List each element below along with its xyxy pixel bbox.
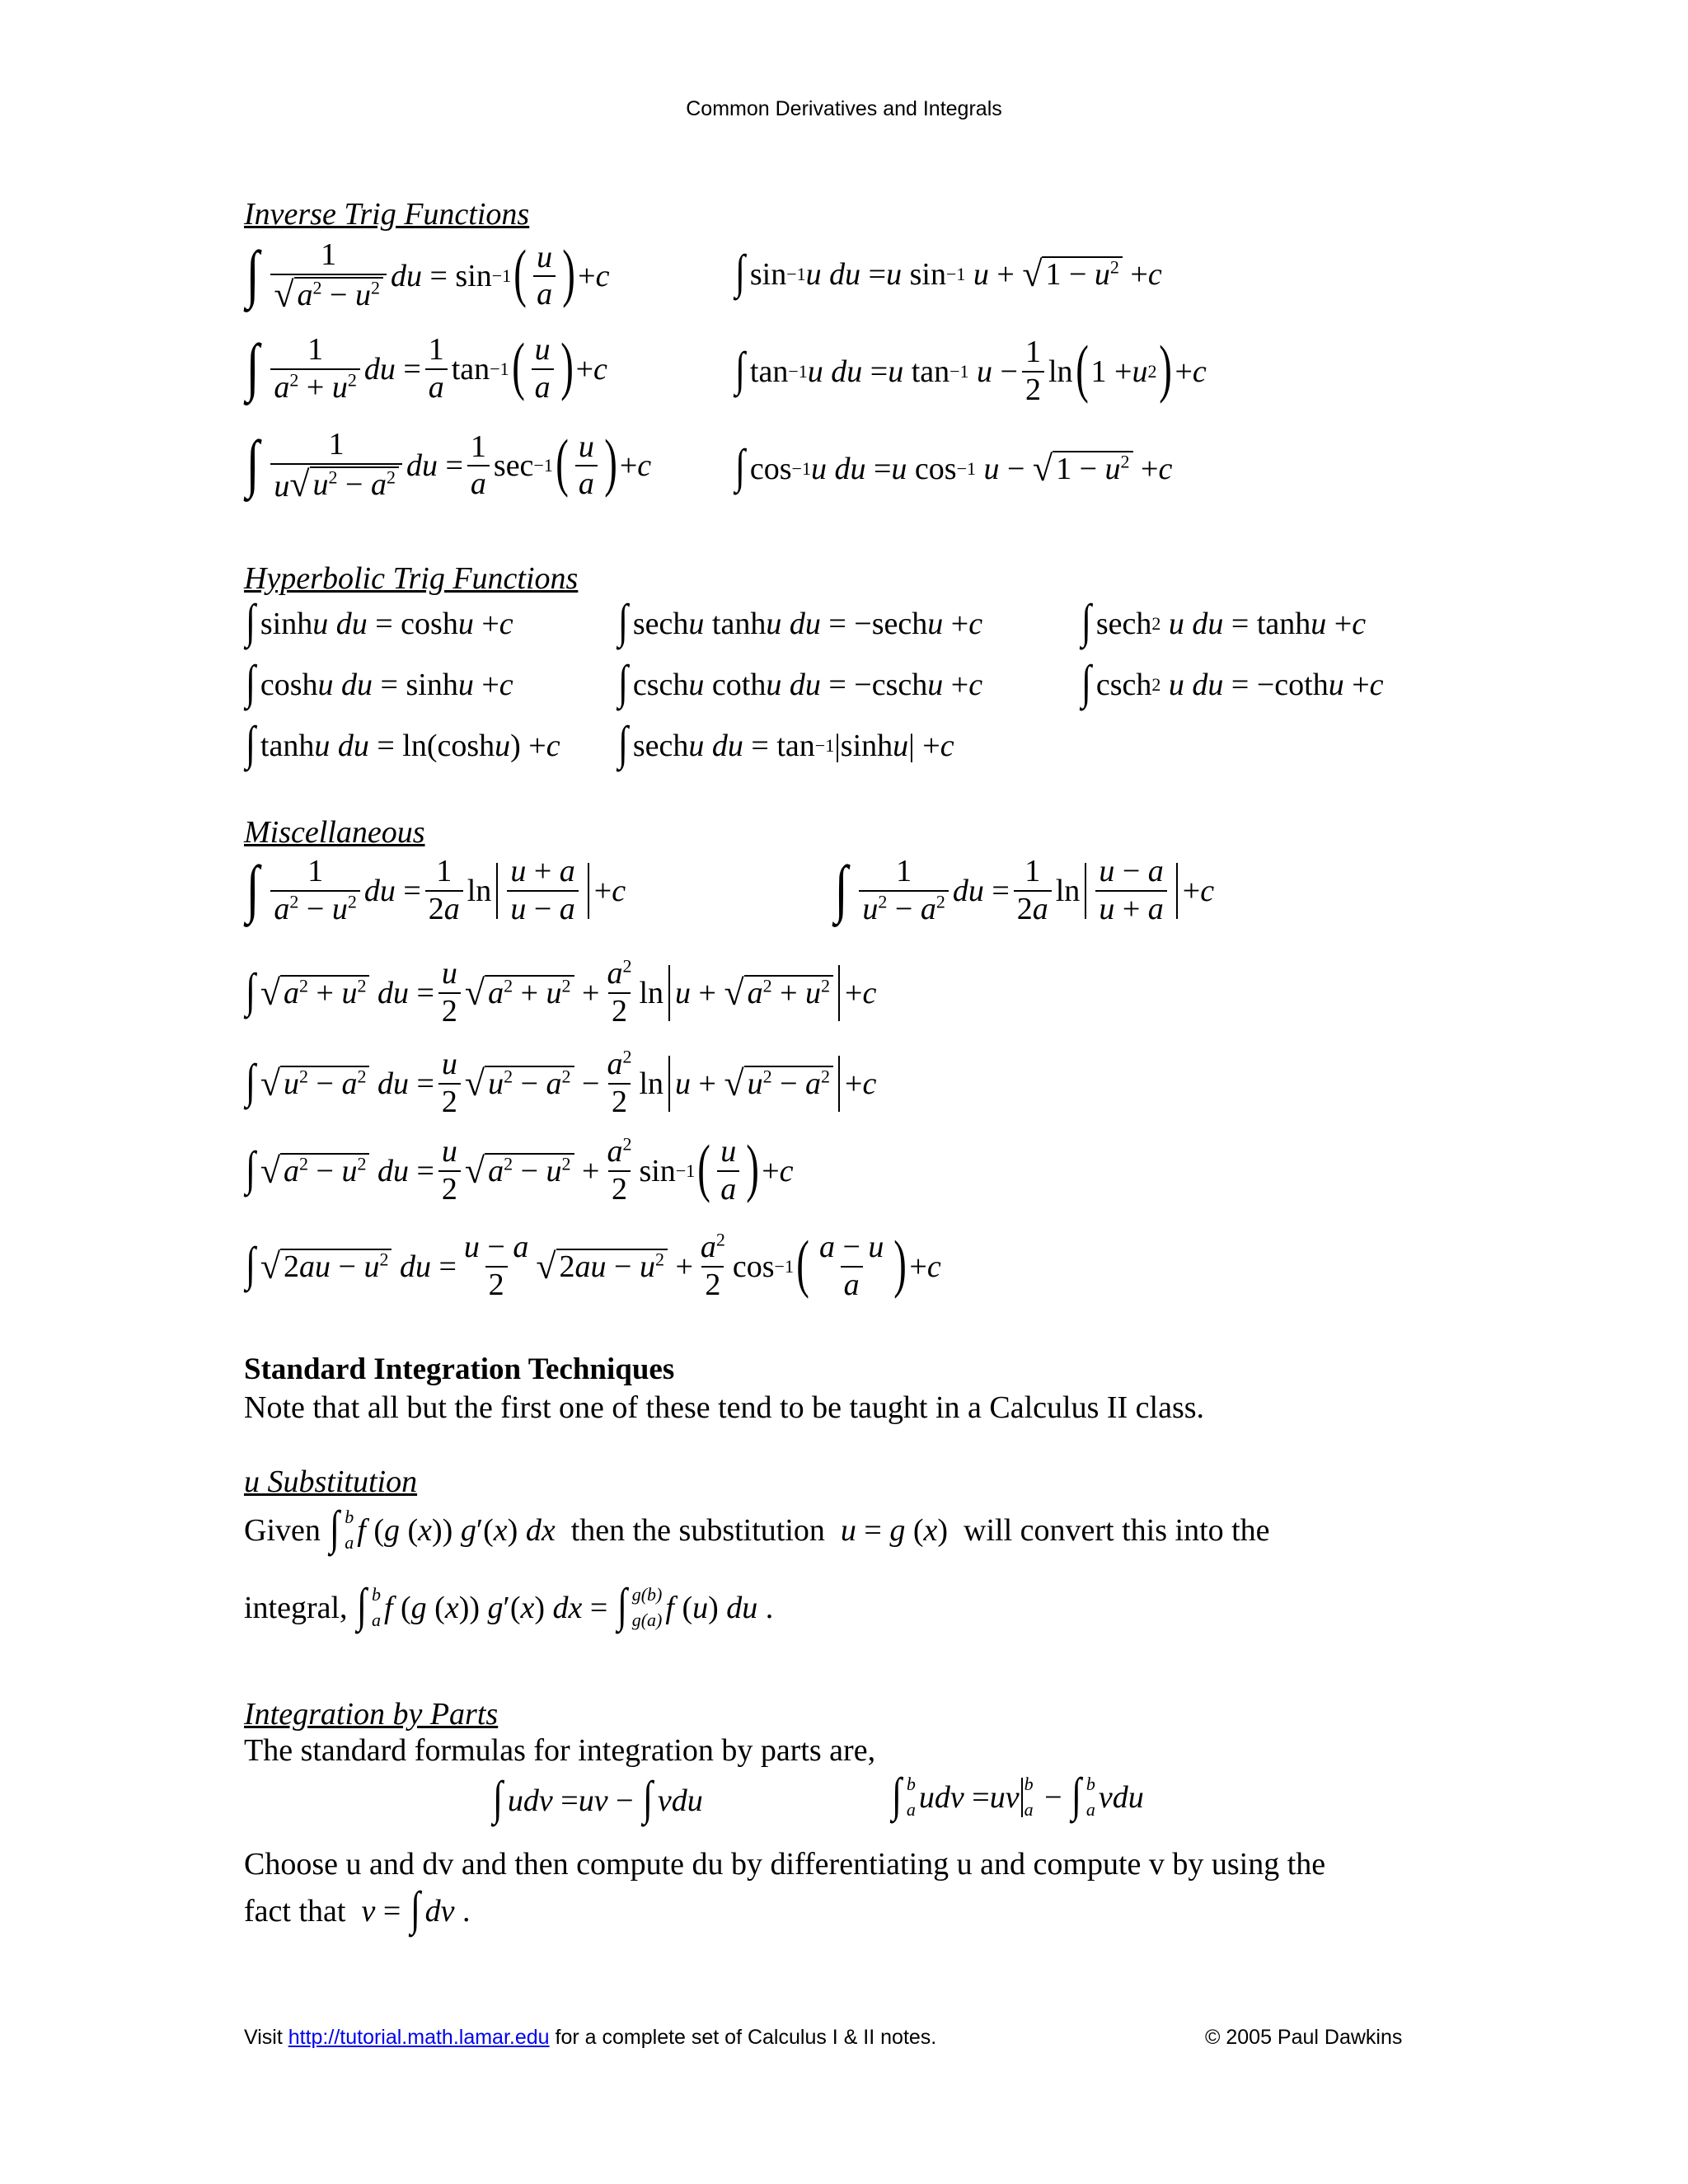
formula-hyperbolic-8: ∫ sech u du = tan −1 |sinh u | + c xyxy=(617,716,954,770)
u-sub-line-1: Given ∫ b a f ( g ( x )) g ′( x ) dx then the substitution u = g ( x ) will convert this into the xyxy=(244,1500,1270,1554)
u-sub-convert: will convert this into the xyxy=(964,1512,1270,1548)
by-parts-intro: The standard formulas for integration by parts are, xyxy=(244,1733,876,1768)
formula-inverse-trig-4: ∫ tan −1 u du = u tan −1 u − $\frac{1}{2}$ ln ( 1 + u 2 ) + c xyxy=(734,331,1207,407)
formula-by-parts-1: ∫ udv = uv − ∫ vdu xyxy=(492,1771,703,1825)
footer-visit: Visit xyxy=(244,2026,283,2049)
section-title-by-parts: Integration by Parts xyxy=(244,1697,499,1732)
formula-hyperbolic-3: ∫ sech 2 u du = tanh u + c xyxy=(1081,594,1367,648)
u-sub-given: Given xyxy=(244,1512,321,1548)
by-parts-choose: Choose u and dv and then compute du by differentiating u and compute v by using the xyxy=(244,1847,1326,1882)
u-sub-line-2: integral, ∫ b a f ( g ( x )) g ′( x ) dx = ∫ g(b) g(a) f ( u ) du . xyxy=(244,1577,774,1632)
by-parts-fact: fact that v = ∫ dv . xyxy=(244,1882,471,1935)
section-title-u-substitution: u Substitution xyxy=(244,1465,418,1499)
u-sub-period: . xyxy=(765,1590,774,1625)
page-footer xyxy=(244,2026,936,2050)
formula-inverse-trig-1: ∫ 1 √ $a^2 - u^2$ du = sin −1 ( $\frac{u}{a}$ ) + c xyxy=(246,237,610,315)
formula-misc-4: ∫ √ $u^2 - a^2$ du = $\frac{u}{2}$ √ $u^2 - a^2$ − $\frac{a^2}{2}$ ln u + √ $u^2 - a^2$ + c xyxy=(245,1046,877,1119)
formula-hyperbolic-5: ∫ csch u coth u du = −csch u + c xyxy=(617,655,983,709)
u-sub-then: then the substitution xyxy=(570,1512,825,1548)
formula-hyperbolic-4: ∫ cosh u du = sinh u + c xyxy=(245,655,513,709)
formula-misc-5: ∫ √ $a^2 - u^2$ du = $\frac{u}{2}$ √ $a^2 - u^2$ + $\frac{a^2}{2}$ sin −1 ( $\frac{u}{a}$ ) + c xyxy=(245,1131,794,1207)
footer-rest: for a complete set of Calculus I & II notes. xyxy=(555,2026,937,2049)
footer-copyright: © 2005 Paul Dawkins xyxy=(1205,2026,1403,2049)
page-header: Common Derivatives and Integrals xyxy=(686,97,1002,120)
section-title-hyperbolic: Hyperbolic Trig Functions xyxy=(244,561,579,596)
formula-inverse-trig-2: ∫ sin −1 u du = u sin −1 u + √ $1 - u^2$ + c xyxy=(734,245,1162,298)
formula-hyperbolic-1: ∫ sinh u du = cosh u + c xyxy=(245,594,513,648)
u-sub-integral-label: integral, xyxy=(244,1590,348,1625)
formula-misc-2: ∫ $\frac{1}{u^2 - a^2}$ du = $\frac{1}{2a}$ ln $\frac{u - a}{u + a}$ + c xyxy=(834,851,1215,926)
formula-hyperbolic-6: ∫ csch 2 u du = −coth u + c xyxy=(1081,655,1384,709)
formula-misc-1: ∫ $\frac{1}{a^2 - u^2}$ du = $\frac{1}{2a}$ ln $\frac{u + a}{u - a}$ + c xyxy=(246,851,626,926)
formula-misc-6: ∫ √ $2au - u^2$ du = $\frac{u - a}{2}$ √ $2au - u^2$ + $\frac{a^2}{2}$ cos −1 ( $\frac{a - u}{a}$ ) + c xyxy=(245,1226,941,1302)
formula-misc-3: ∫ √ $a^2 + u^2$ du = $\frac{u}{2}$ √ $a^2 + u^2$ + $\frac{a^2}{2}$ ln u + √ $a^2 + u^2$ + c xyxy=(245,955,877,1029)
formula-inverse-trig-5: ∫ 1 u √ $u^2 - a^2$ du = $\frac{1}{a}$ sec −1 ( $\frac{u}{a}$ ) + c xyxy=(246,426,652,504)
section-title-misc: Miscellaneous xyxy=(244,815,425,850)
footer-link[interactable]: http://tutorial.math.lamar.edu xyxy=(288,2026,550,2049)
formula-hyperbolic-2: ∫ sech u tanh u du = −sech u + c xyxy=(617,594,983,648)
section-title-inverse-trig: Inverse Trig Functions xyxy=(244,197,530,232)
formula-by-parts-2: ∫ b a udv = uv b a − ∫ b a vdu xyxy=(891,1767,1144,1821)
by-parts-fact-label: fact that xyxy=(244,1894,346,1929)
formula-inverse-trig-3: ∫ $\frac{1}{a^2 + u^2}$ du = $\frac{1}{a}$ tan −1 ( $\frac{u}{a}$ ) + c xyxy=(246,329,607,405)
formula-inverse-trig-6: ∫ cos −1 u du = u cos −1 u − √ $1 - u^2$ + c xyxy=(734,439,1173,493)
section-title-techniques: Standard Integration Techniques xyxy=(244,1352,675,1386)
techniques-note: Note that all but the first one of these tend to be taught in a Calculus II class. xyxy=(244,1390,1205,1425)
formula-hyperbolic-7: ∫ tanh u du = ln(cosh u ) + c xyxy=(245,716,560,770)
